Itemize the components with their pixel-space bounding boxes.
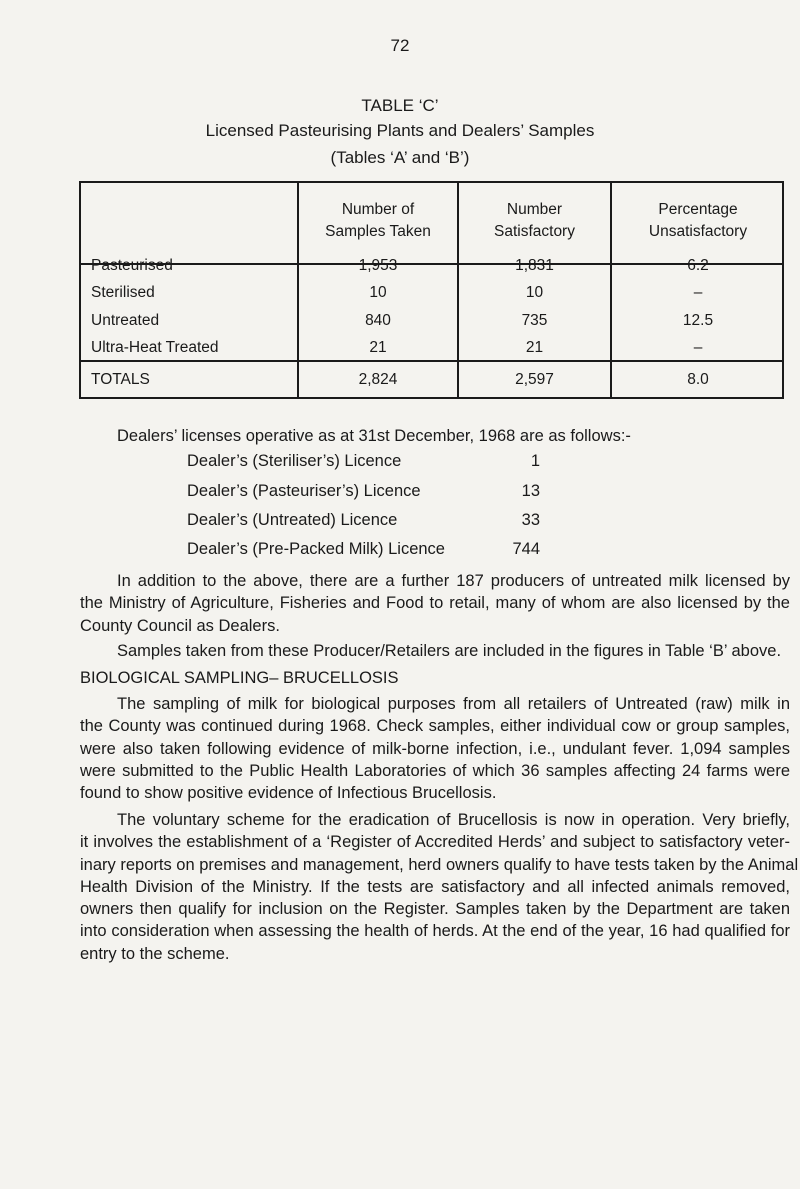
row-label: Ultra-Heat Treated bbox=[91, 339, 219, 356]
licence-label: Dealer’s (Pre-Packed Milk) Licence bbox=[187, 540, 445, 558]
section-heading-brucellosis: BIOLOGICAL SAMPLING– BRUCELLOSIS bbox=[80, 669, 399, 687]
paragraph-samples-note: Samples taken from these Producer/Retailers are included in the figures in Table ‘B’ above. bbox=[117, 642, 782, 660]
header-samples-taken: Number of Samples Taken bbox=[325, 201, 431, 240]
total-unsatisfactory: 8.0 bbox=[687, 371, 709, 388]
header-number-satisfactory: Number Satisfactory bbox=[494, 201, 575, 240]
paragraph-line: Health Division of the Ministry. If the tests are satisfactory and all infected animals removed, bbox=[80, 877, 790, 896]
licence-count: 1 bbox=[530, 452, 540, 470]
page-number: 72 bbox=[390, 36, 410, 55]
paragraph-line: into consideration when assessing the health of herds. At the end of the year, 16 had qualified for bbox=[80, 922, 790, 941]
total-satisfactory: 2,597 bbox=[515, 371, 554, 388]
paragraph-line: were also taken following evidence of milk-borne infection, i.e., undulant fever. 1,094 samples bbox=[80, 739, 790, 758]
licence-label: Dealer’s (Untreated) Licence bbox=[187, 511, 398, 529]
row-label: Pasteurised bbox=[91, 257, 173, 274]
row-label: Untreated bbox=[91, 312, 160, 329]
paragraph-line: the Ministry of Agriculture, Fisheries and Food to retail, many of whom are also licensed by the bbox=[80, 594, 790, 613]
paragraph-line: the County was continued during 1968. Check samples, either individual cow or group samples, bbox=[80, 717, 790, 736]
licence-count: 744 bbox=[512, 540, 540, 558]
paragraph-line: County Council as Dealers. bbox=[80, 616, 280, 635]
paragraph-line: inary reports on premises and management, herd owners qualify to have tests taken by the Animal bbox=[80, 855, 799, 874]
totals-divider bbox=[81, 360, 782, 362]
row-label: Sterilised bbox=[91, 284, 155, 301]
licence-count: 33 bbox=[521, 511, 540, 529]
cell-taken: 21 bbox=[369, 339, 387, 356]
paragraph-line: owners then qualify for inclusion on the Register. Samples taken by the Department are taken bbox=[80, 900, 790, 919]
table-title: TABLE ‘C’ bbox=[361, 96, 439, 115]
totals-label: TOTALS bbox=[91, 371, 150, 388]
paragraph-line: it involves the establishment of a ‘Register of Accredited Herds’ and subject to satisfactory veter- bbox=[80, 833, 790, 852]
cell-unsatisfactory: – bbox=[693, 284, 703, 301]
cell-satisfactory: 735 bbox=[521, 312, 548, 329]
cell-satisfactory: 21 bbox=[525, 339, 544, 356]
cell-unsatisfactory: 6.2 bbox=[687, 257, 709, 274]
paragraph-line: In addition to the above, there are a further 187 producers of untreated milk licensed by bbox=[117, 572, 790, 590]
cell-taken: 10 bbox=[369, 284, 387, 301]
licence-label: Dealer’s (Pasteuriser’s) Licence bbox=[187, 482, 421, 500]
licence-label: Dealer’s (Steriliser’s) Licence bbox=[187, 452, 402, 470]
cell-satisfactory: 1,831 bbox=[515, 257, 554, 274]
samples-table bbox=[79, 181, 784, 399]
paragraph-voluntary-scheme bbox=[80, 809, 799, 965]
licences-intro: Dealers’ licenses operative as at 31st December, 1968 are as follows:- bbox=[117, 427, 631, 445]
paragraph-line: were submitted to the Public Health Laboratories of which 36 samples affecting 24 farms were bbox=[80, 761, 790, 780]
table-reference: (Tables ‘A’ and ‘B’) bbox=[330, 148, 470, 167]
cell-satisfactory: 10 bbox=[525, 284, 544, 301]
header-percentage-unsatisfactory: Percentage Unsatisfactory bbox=[648, 201, 748, 240]
licence-count: 13 bbox=[521, 482, 540, 500]
paragraph-line: found to show positive evidence of Infectious Brucellosis. bbox=[80, 784, 497, 803]
cell-taken: 840 bbox=[365, 312, 391, 329]
paragraph-line: The sampling of milk for biological purposes from all retailers of Untreated (raw) milk in bbox=[117, 695, 790, 713]
table-subtitle: Licensed Pasteurising Plants and Dealers’ Samples bbox=[205, 121, 595, 140]
cell-unsatisfactory: 12.5 bbox=[682, 312, 714, 329]
paragraph-line: entry to the scheme. bbox=[80, 944, 230, 963]
paragraph-line: The voluntary scheme for the eradication of Brucellosis is now in operation. Very briefly, bbox=[117, 811, 790, 829]
paragraph-additional-producers bbox=[80, 570, 790, 637]
total-taken: 2,824 bbox=[358, 371, 398, 388]
paragraph-biological-sampling bbox=[80, 693, 790, 804]
cell-unsatisfactory: – bbox=[693, 339, 703, 356]
cell-taken: 1,953 bbox=[358, 257, 398, 274]
